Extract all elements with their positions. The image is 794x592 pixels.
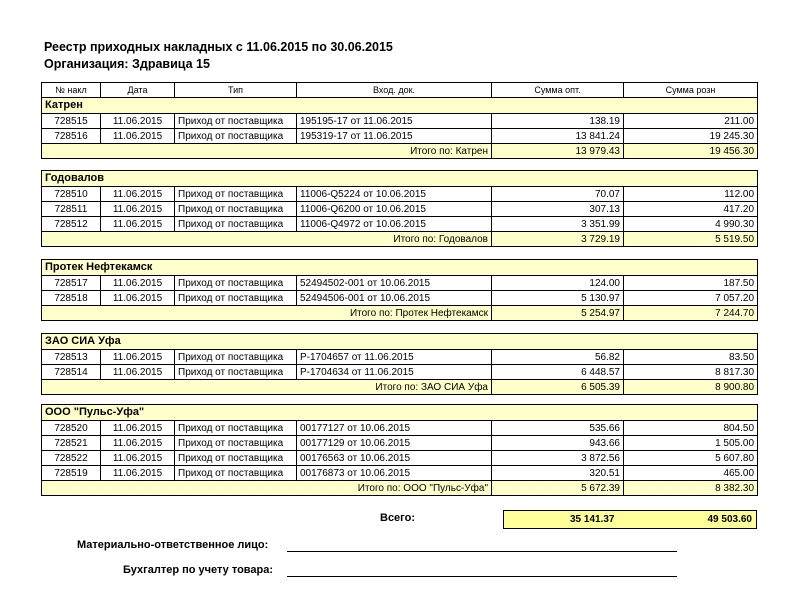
table-row[interactable] (42, 129, 758, 144)
sum-wholesale: 56.82 (492, 350, 624, 365)
supplier-group-table (41, 259, 758, 321)
sum-wholesale: 943.66 (492, 436, 624, 451)
invoice-type: Приход от поставщика (175, 451, 297, 466)
group-total-retail: 8 900.80 (624, 380, 758, 395)
supplier-name: Катрен (42, 98, 758, 114)
sum-retail: 8 817.30 (624, 365, 758, 380)
group-total-wholesale: 3 729.19 (492, 232, 624, 247)
group-total-wholesale: 5 254.97 (492, 306, 624, 321)
invoice-date: 11.06.2015 (101, 114, 175, 129)
invoice-type: Приход от поставщика (175, 202, 297, 217)
invoice-date: 11.06.2015 (101, 350, 175, 365)
invoice-number: 728517 (42, 276, 101, 291)
invoice-date: 11.06.2015 (101, 421, 175, 436)
incoming-document: 52494506-001 от 10.06.2015 (297, 291, 492, 306)
group-total-row (42, 144, 758, 159)
group-total-label: Итого по: Катрен (42, 144, 492, 159)
group-total-retail: 19 456.30 (624, 144, 758, 159)
invoice-number: 728513 (42, 350, 101, 365)
invoice-date: 11.06.2015 (101, 466, 175, 481)
sum-wholesale: 6 448.57 (492, 365, 624, 380)
sum-retail: 465.00 (624, 466, 758, 481)
table-row[interactable] (42, 365, 758, 380)
organization-title: Организация: Здравица 15 (44, 57, 210, 71)
supplier-name: ЗАО СИА Уфа (42, 334, 758, 350)
invoice-type: Приход от поставщика (175, 217, 297, 232)
grand-total-label: Всего: (380, 512, 415, 524)
sum-retail: 417.20 (624, 202, 758, 217)
col-header-sum-retail: Сумма розн (624, 83, 758, 98)
sum-wholesale: 3 872.56 (492, 451, 624, 466)
table-row[interactable] (42, 217, 758, 232)
invoice-date: 11.06.2015 (101, 451, 175, 466)
invoice-type: Приход от поставщика (175, 114, 297, 129)
col-header-number: № накл (42, 83, 101, 98)
incoming-document: 52494502-001 от 10.06.2015 (297, 276, 492, 291)
invoice-type: Приход от поставщика (175, 187, 297, 202)
sum-wholesale: 138.19 (492, 114, 624, 129)
incoming-document: 195319-17 от 11.06.2015 (297, 129, 492, 144)
sum-retail: 1 505.00 (624, 436, 758, 451)
table-row[interactable] (42, 350, 758, 365)
table-row[interactable] (42, 202, 758, 217)
group-total-row (42, 306, 758, 321)
table-row[interactable] (42, 291, 758, 306)
incoming-document: 11006-Q6200 от 10.06.2015 (297, 202, 492, 217)
incoming-document: Р-1704657 от 11.06.2015 (297, 350, 492, 365)
table-row[interactable] (42, 187, 758, 202)
group-total-wholesale: 6 505.39 (492, 380, 624, 395)
invoice-date: 11.06.2015 (101, 202, 175, 217)
invoice-number: 728520 (42, 421, 101, 436)
table-row[interactable] (42, 421, 758, 436)
invoice-number: 728511 (42, 202, 101, 217)
group-total-label: Итого по: Протек Нефтекамск (42, 306, 492, 321)
sum-retail: 804.50 (624, 421, 758, 436)
sum-wholesale: 5 130.97 (492, 291, 624, 306)
group-total-wholesale: 5 672.39 (492, 481, 624, 496)
invoice-type: Приход от поставщика (175, 436, 297, 451)
invoice-date: 11.06.2015 (101, 129, 175, 144)
group-total-row (42, 232, 758, 247)
report-title: Реестр приходных накладных с 11.06.2015 по 30.06.2015 (44, 40, 393, 54)
supplier-group-table (41, 170, 758, 247)
sum-wholesale: 3 351.99 (492, 217, 624, 232)
incoming-document: 11006-Q5224 от 10.06.2015 (297, 187, 492, 202)
sum-wholesale: 307.13 (492, 202, 624, 217)
group-total-row (42, 380, 758, 395)
sum-retail: 211.00 (624, 114, 758, 129)
group-total-row (42, 481, 758, 496)
invoice-number: 728516 (42, 129, 101, 144)
signature-responsible-label: Материально-ответственное лицо: (77, 539, 269, 551)
signature-accountant-label: Бухгалтер по учету товара: (123, 564, 274, 576)
col-header-sum-wholesale: Сумма опт. (492, 83, 624, 98)
invoice-date: 11.06.2015 (101, 187, 175, 202)
invoice-type: Приход от поставщика (175, 291, 297, 306)
invoice-number: 728515 (42, 114, 101, 129)
invoice-type: Приход от поставщика (175, 466, 297, 481)
group-total-retail: 8 382.30 (624, 481, 758, 496)
invoice-date: 11.06.2015 (101, 365, 175, 380)
col-header-date: Дата (101, 83, 175, 98)
supplier-group-table (41, 97, 758, 159)
sum-retail: 7 057.20 (624, 291, 758, 306)
supplier-name: ООО "Пульс-Уфа" (42, 405, 758, 421)
table-row[interactable] (42, 276, 758, 291)
invoice-type: Приход от поставщика (175, 365, 297, 380)
sum-wholesale: 535.66 (492, 421, 624, 436)
sum-retail: 187.50 (624, 276, 758, 291)
supplier-group-table (41, 404, 758, 496)
table-row[interactable] (42, 436, 758, 451)
invoice-number: 728512 (42, 217, 101, 232)
incoming-document: 11006-Q4972 от 10.06.2015 (297, 217, 492, 232)
col-header-incoming-doc: Вход. док. (297, 83, 492, 98)
grand-total-box (503, 510, 757, 529)
invoice-type: Приход от поставщика (175, 276, 297, 291)
sum-retail: 19 245.30 (624, 129, 758, 144)
invoice-number: 728522 (42, 451, 101, 466)
incoming-document: Р-1704634 от 11.06.2015 (297, 365, 492, 380)
invoice-number: 728519 (42, 466, 101, 481)
invoice-date: 11.06.2015 (101, 217, 175, 232)
table-row[interactable] (42, 114, 758, 129)
table-row[interactable] (42, 466, 758, 481)
supplier-name: Протек Нефтекамск (42, 260, 758, 276)
sum-retail: 112.00 (624, 187, 758, 202)
header-table (41, 82, 758, 98)
sum-retail: 4 990.30 (624, 217, 758, 232)
supplier-name: Годовалов (42, 171, 758, 187)
group-total-label: Итого по: Годовалов (42, 232, 492, 247)
sum-wholesale: 70.07 (492, 187, 624, 202)
supplier-group-table (41, 333, 758, 395)
group-total-wholesale: 13 979.43 (492, 144, 624, 159)
invoice-type: Приход от поставщика (175, 350, 297, 365)
incoming-document: 00177127 от 10.06.2015 (297, 421, 492, 436)
table-row[interactable] (42, 451, 758, 466)
incoming-document: 00176873 от 10.06.2015 (297, 466, 492, 481)
group-total-retail: 7 244.70 (624, 306, 758, 321)
col-header-type: Тип (175, 83, 297, 98)
signature-responsible-line[interactable] (287, 551, 677, 552)
sum-wholesale: 320.51 (492, 466, 624, 481)
invoice-type: Приход от поставщика (175, 421, 297, 436)
grand-total-retail: 49 503.60 (707, 514, 752, 525)
grand-total-wholesale: 35 141.37 (570, 514, 615, 525)
sum-wholesale: 124.00 (492, 276, 624, 291)
group-total-label: Итого по: ЗАО СИА Уфа (42, 380, 492, 395)
group-total-retail: 5 519.50 (624, 232, 758, 247)
incoming-document: 00176563 от 10.06.2015 (297, 451, 492, 466)
invoice-date: 11.06.2015 (101, 436, 175, 451)
incoming-document: 00177129 от 10.06.2015 (297, 436, 492, 451)
signature-accountant-line[interactable] (287, 576, 677, 577)
invoice-number: 728518 (42, 291, 101, 306)
sum-wholesale: 13 841.24 (492, 129, 624, 144)
invoice-date: 11.06.2015 (101, 291, 175, 306)
sum-retail: 83.50 (624, 350, 758, 365)
invoice-date: 11.06.2015 (101, 276, 175, 291)
sum-retail: 5 607.80 (624, 451, 758, 466)
invoice-type: Приход от поставщика (175, 129, 297, 144)
invoice-number: 728514 (42, 365, 101, 380)
group-total-label: Итого по: ООО "Пульс-Уфа" (42, 481, 492, 496)
invoice-number: 728521 (42, 436, 101, 451)
incoming-document: 195195-17 от 11.06.2015 (297, 114, 492, 129)
invoice-number: 728510 (42, 187, 101, 202)
